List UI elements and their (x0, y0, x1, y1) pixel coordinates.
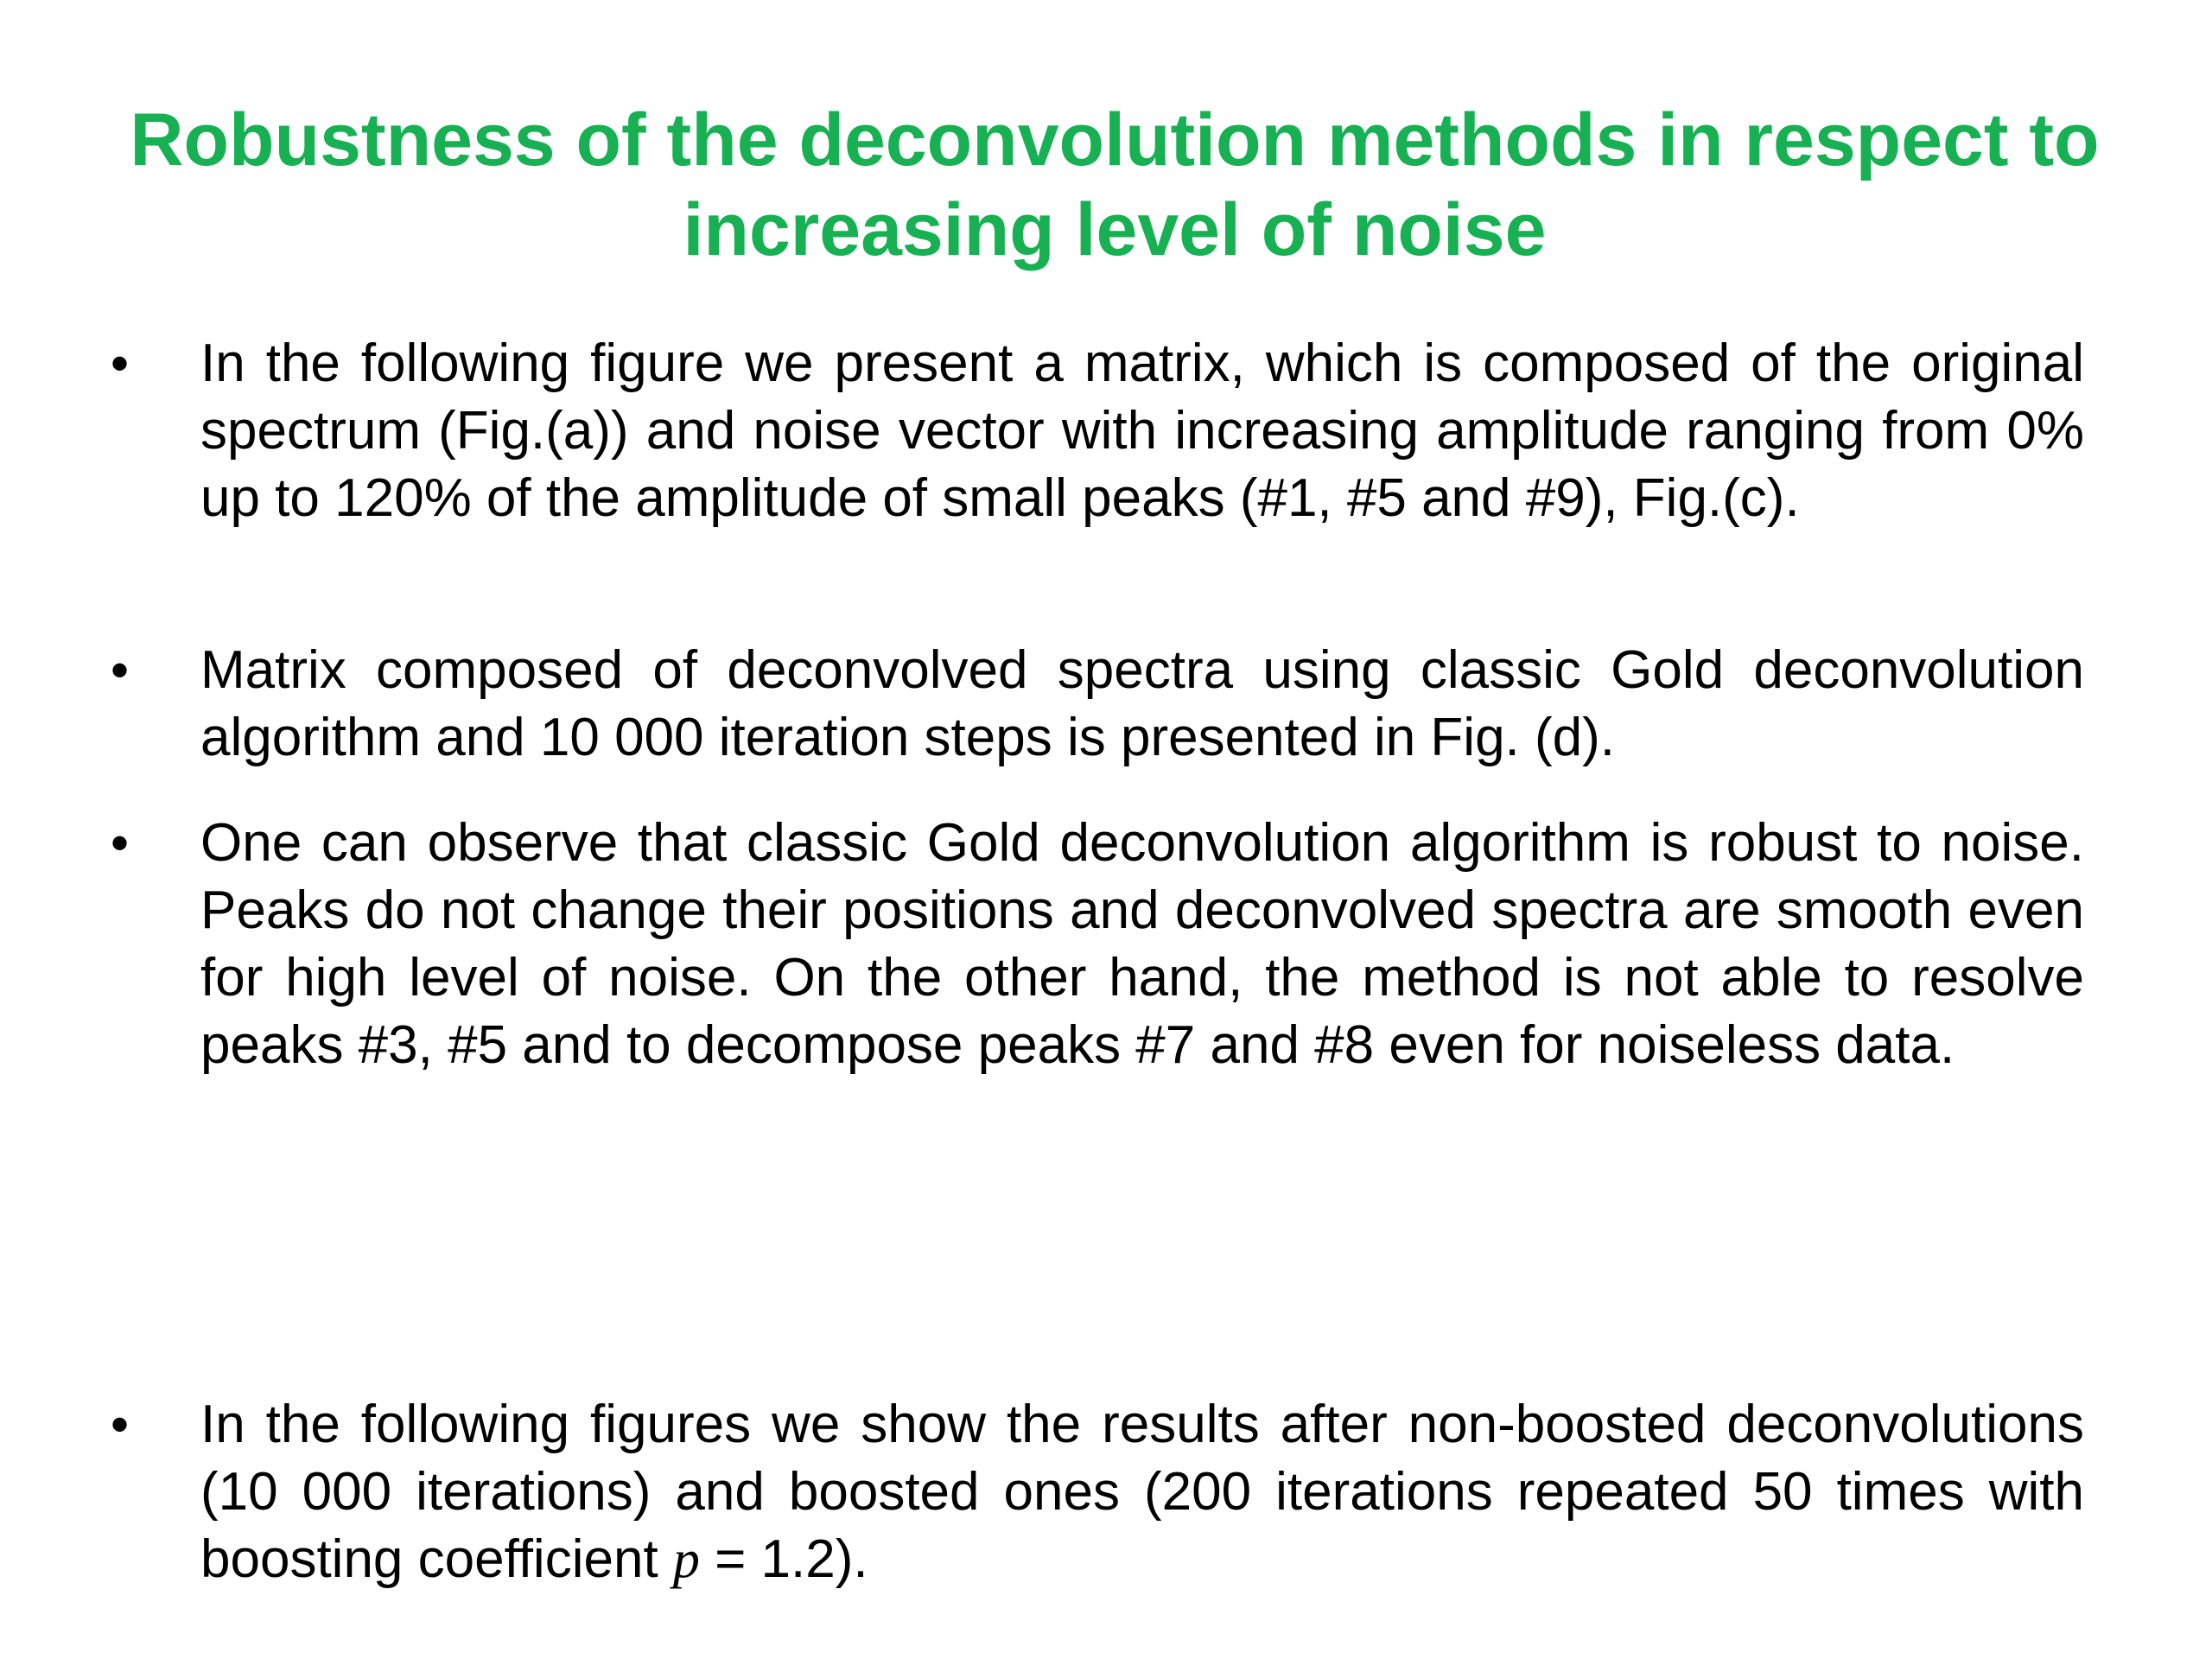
bullet-text: In the following figure we present a matrix, which is composed of the original spectrum (Fig.(a)) and noise vector with increasing amplitude ranging from 0% up to 120% of the amplitude of small peaks (#1, #5 and #9), Fig.(c). (200, 334, 2084, 528)
bullet-text-before: In the following figures we show the results after non-boosted deconvolutions (10 000 iterations) and boosted ones (200 iterations repeated 50 times with boosting coefficient (200, 1395, 2084, 1589)
bullet-text: One can observe that classic Gold deconvolution algorithm is robust to noise. Peaks do not change their positions and deconvolved spectra are smooth even for high level of noise. On the other hand, the method is not able to resolve peaks #3, #5 and to decompose peaks #7 and #8 even for noiseless data. (200, 813, 2084, 1075)
bullet-marker: • (111, 334, 130, 392)
bullet-text (200, 1391, 2084, 1593)
bullet-marker: • (111, 641, 130, 699)
bullet-marker: • (111, 814, 130, 872)
bullet-text: Matrix composed of deconvolved spectra using classic Gold deconvolution algorithm and 10 000 iteration steps is presented in Fig. (d). (200, 640, 2084, 767)
bullet-text-after: = 1.2). (699, 1529, 868, 1589)
bullet-marker: • (111, 1395, 130, 1453)
slide-title: Robustness of the deconvolution methods in respect to increasing level of noise (130, 99, 2100, 271)
boosting-coefficient-variable: p (672, 1530, 700, 1589)
